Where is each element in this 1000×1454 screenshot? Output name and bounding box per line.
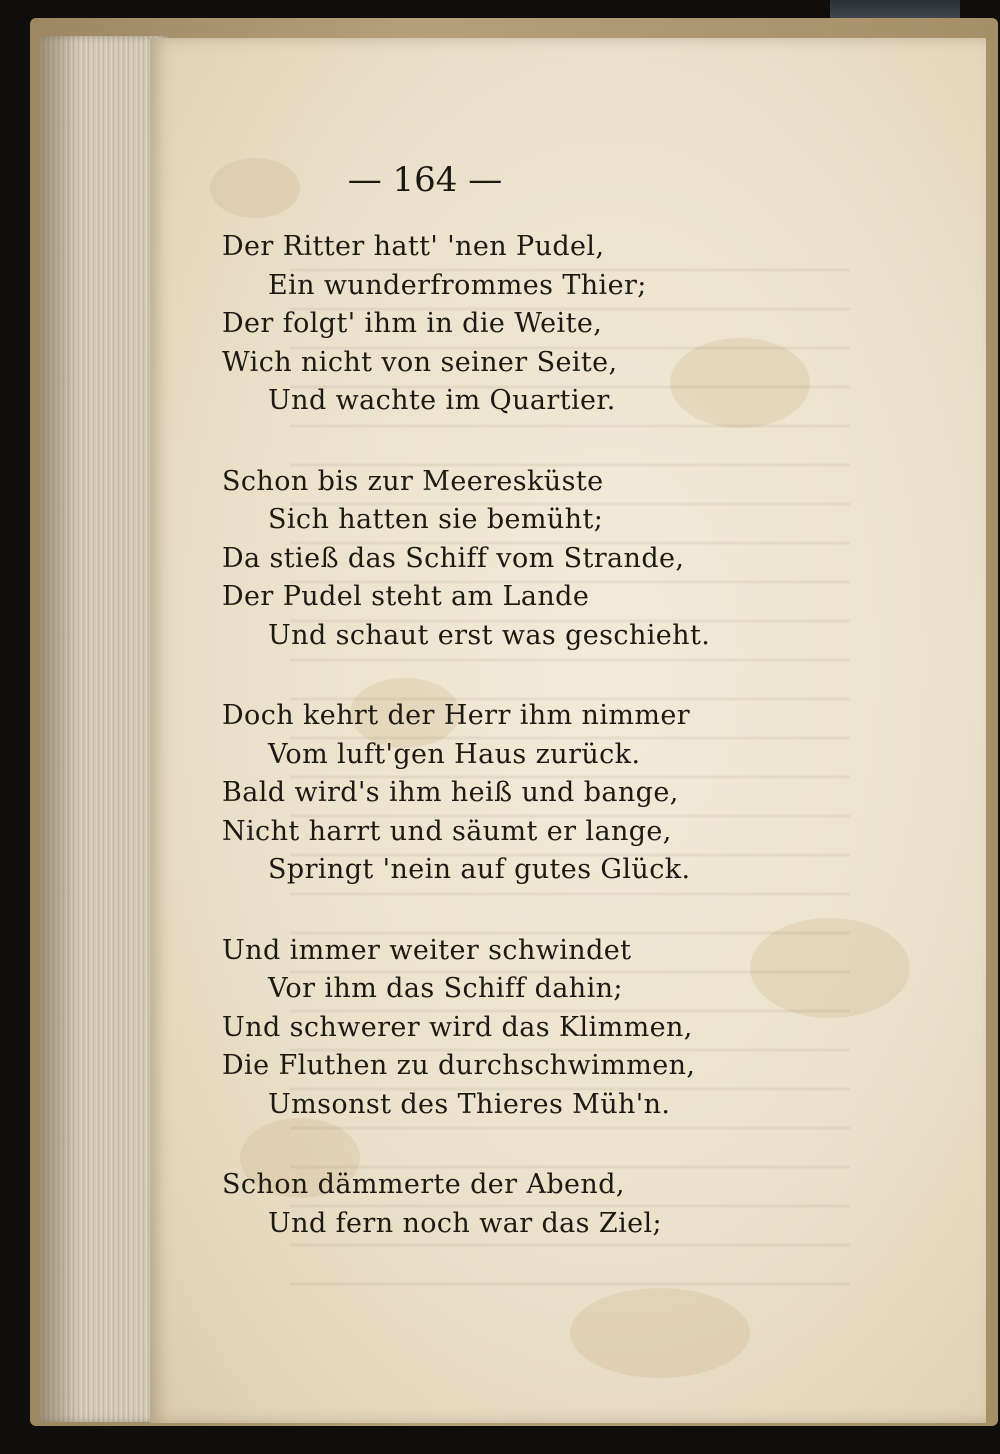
poem-line: Der folgt' ihm in die Weite, bbox=[222, 308, 603, 339]
poem-line: Da stieß das Schiff vom Strande, bbox=[222, 542, 685, 574]
poem-stanza bbox=[222, 463, 842, 656]
poem-stanza bbox=[222, 1166, 842, 1243]
page-number: — 164 — bbox=[347, 160, 503, 200]
poem-line: Sich hatten sie bemüht; bbox=[268, 504, 604, 535]
poem-line: Die Fluthen zu durchschwimmen, bbox=[222, 1050, 696, 1081]
poem-line: Und schwerer wird das Klimmen, bbox=[222, 1011, 693, 1043]
poem-line: Der Ritter hatt' 'nen Pudel, bbox=[222, 231, 605, 262]
poem-line: Der Pudel steht am Lande bbox=[222, 581, 590, 612]
poem-text bbox=[222, 228, 842, 1285]
poem-line: Vom luft'gen Haus zurück. bbox=[268, 738, 641, 770]
poem-line: Springt 'nein auf gutes Glück. bbox=[268, 854, 691, 885]
poem-line: Bald wird's ihm heiß und bange, bbox=[222, 777, 679, 808]
poem-line: Und wachte im Quartier. bbox=[268, 385, 616, 416]
poem-line: Schon dämmerte der Abend, bbox=[222, 1169, 625, 1200]
poem-line: Wich nicht von seiner Seite, bbox=[222, 346, 618, 378]
poem-line: Ein wunderfrommes Thier; bbox=[268, 269, 647, 301]
poem-line: Nicht harrt und säumt er lange, bbox=[222, 815, 672, 847]
poem-stanza bbox=[222, 228, 842, 421]
poem-stanza bbox=[222, 932, 842, 1125]
page-edges-shadow bbox=[40, 36, 80, 1422]
poem-line: Vor ihm das Schiff dahin; bbox=[268, 973, 623, 1004]
poem-line: Doch kehrt der Herr ihm nimmer bbox=[222, 700, 691, 731]
poem-line: Schon bis zur Meeresküste bbox=[222, 465, 604, 497]
poem-stanza bbox=[222, 697, 842, 890]
poem-line: Umsonst des Thieres Müh'n. bbox=[268, 1088, 671, 1120]
poem-line: Und schaut erst was geschieht. bbox=[268, 619, 711, 651]
poem-line: Und immer weiter schwindet bbox=[222, 934, 632, 966]
poem-line: Und fern noch war das Ziel; bbox=[268, 1207, 663, 1239]
